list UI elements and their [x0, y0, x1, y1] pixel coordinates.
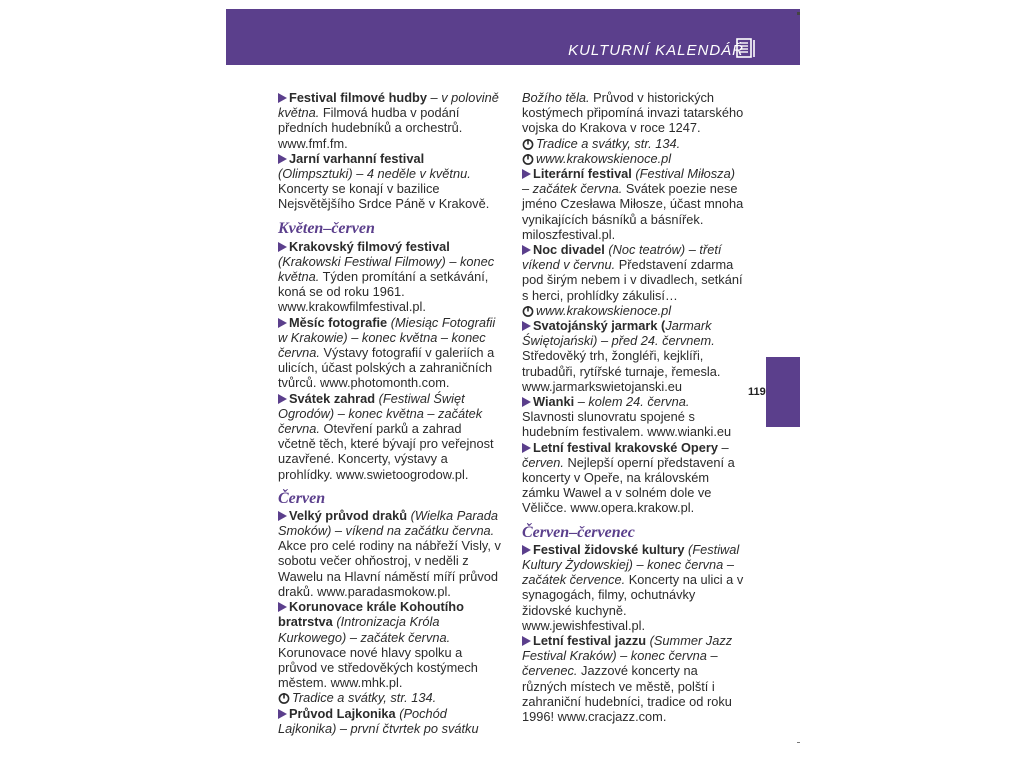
corner-mark — [797, 742, 800, 743]
section-title: KULTURNÍ KALENDÁŘ — [568, 42, 744, 59]
event-entry-continued: Božího těla. Průvod v historických kostýmech připomíná invazi tatarského vojska do Krakova v roce 1247. — [522, 90, 744, 136]
reference: www.krakowskienoce.pl — [522, 151, 744, 166]
arrow-icon — [278, 242, 287, 252]
page-tab — [766, 357, 800, 427]
event-entry: Letní festival krakovské Opery – červen. Nejlepší operní představení a koncerty v Opeře, na královském zámku Wawel a v solném dole ve Věličce. www.opera.krakow.pl. — [522, 439, 735, 516]
arrow-icon — [278, 154, 287, 164]
corner-mark — [797, 12, 800, 15]
event-entry: Noc divadel (Noc teatrów) – třetí víkend v červnu. Představení zdarma pod širým nebem i v divadlech, setkání s herci, prohlídky zákulisí… — [522, 242, 743, 303]
arrow-icon — [522, 169, 531, 179]
section-heading: Červen — [278, 489, 326, 507]
reference: Tradice a svátky, str. 134. — [522, 136, 744, 151]
arrow-icon — [522, 397, 531, 407]
arrow-icon — [278, 709, 287, 719]
event-entry: Velký průvod draků (Wielka Parada Smoków) – víkend na začátku června. Akce pro celé rodiny na nábřeží Visly, v sobotu večer ohňostroj, v neděli z Wawelu na Hlavní náměstí míří průvod draků. www.paradasmokow.pl. — [278, 507, 501, 599]
arrow-icon — [278, 602, 287, 612]
section-heading: Květen–červen — [278, 219, 375, 237]
event-entry: Festival židovské kultury (Festiwal Kultury Żydowskiej) – konec června – začátek července. Koncerty na ulici a v synagogách, filmy, ochutnávky židovské kuchyně. www.jewishfestival.pl. — [522, 541, 744, 633]
arrow-icon — [278, 93, 287, 103]
column-left — [278, 90, 502, 736]
event-entry: Krakovský filmový festival (Krakowski Festiwal Filmowy) – konec května. Týden promítání a setkávání, koná se od roku 1961. www.krakowfilmfestival.pl. — [278, 238, 495, 315]
arrow-icon — [522, 245, 531, 255]
arrow-icon — [522, 443, 531, 453]
event-entry: Korunovace krále Kohoutího bratrstva (Intronizacja Króla Kurkowego) – začátek června. Korunovace nové hlavy spolku a průvod ve středověkých kostýmech městem. www.mhk.pl. — [278, 599, 478, 691]
event-entry: Letní festival jazzu (Summer Jazz Festival Kraków) – konec června –červenec. Jazzové koncerty na různých místech ve městě, polští i zahraniční hudebníci, tradice od roku 1996! www.cracjazz.com. — [522, 632, 733, 724]
column-right — [522, 90, 744, 724]
arrow-icon — [522, 636, 531, 646]
page-number: 119 — [748, 386, 766, 398]
arrow-icon — [278, 318, 287, 328]
event-entry: Svátek zahrad (Festiwal Święt Ogrodów) – konec května – začátek června. Otevření parků a zahrad včetně těch, které bývají pro veřejnost uzavřené. Koncerty, výstavy a prohlídky. www.swietoogrodow.pl. — [278, 390, 494, 482]
reference-icon — [522, 138, 534, 150]
reference: www.krakowskienoce.pl — [522, 303, 744, 318]
arrow-icon — [278, 511, 287, 521]
reference-icon — [522, 305, 534, 317]
event-entry: Jarní varhanní festival (Olimpsztuki) – 4 neděle v květnu. Koncerty se konají v bazilice Nejsvětějšího Srdce Páně v Krakově. — [278, 150, 490, 212]
arrow-icon — [522, 321, 531, 331]
event-entry: Wianki – kolem 24. června. Slavnosti slunovratu spojené s hudebním festivalem. www.wianki.eu — [522, 394, 732, 440]
arrow-icon — [278, 394, 287, 404]
section-heading: Červen–červenec — [522, 523, 635, 541]
header-banner — [226, 9, 800, 65]
reference-icon — [522, 153, 534, 165]
event-entry: Měsíc fotografie (Miesiąc Fotografii w Krakowie) – konec května – konec června. Výstavy fotografií v galeriích a ulicích, účast polských a zahraničních tvůrců. www.photomonth.com. — [278, 314, 496, 391]
event-entry: Literární festival (Festival Miłosza) – začátek června. Svátek poezie nese jméno Czesława Miłosze, účast mnoha vynikajících básníků a básnířek. miloszfestival.pl. — [522, 166, 744, 242]
event-entry: Svatojánský jarmark (Jarmark Świętojański) – před 24. červnem. Středověký trh, žongléři, kejklíři, trubadůři, rytířské turnaje, řemesla. www.jarmarkswietojanski.eu — [522, 318, 721, 394]
event-entry: Festival filmové hudby – v polovině května. Filmová hudba v podání předních hudebníků a orchestrů. www.fmf.fm. — [278, 90, 499, 151]
event-entry: Průvod Lajkonika (Pochód Lajkonika) – první čtvrtek po svátku — [278, 705, 479, 736]
calendar-list-icon — [736, 38, 756, 60]
arrow-icon — [522, 545, 531, 555]
reference: Tradice a svátky, str. 134. — [278, 690, 502, 705]
reference-icon — [278, 692, 290, 704]
